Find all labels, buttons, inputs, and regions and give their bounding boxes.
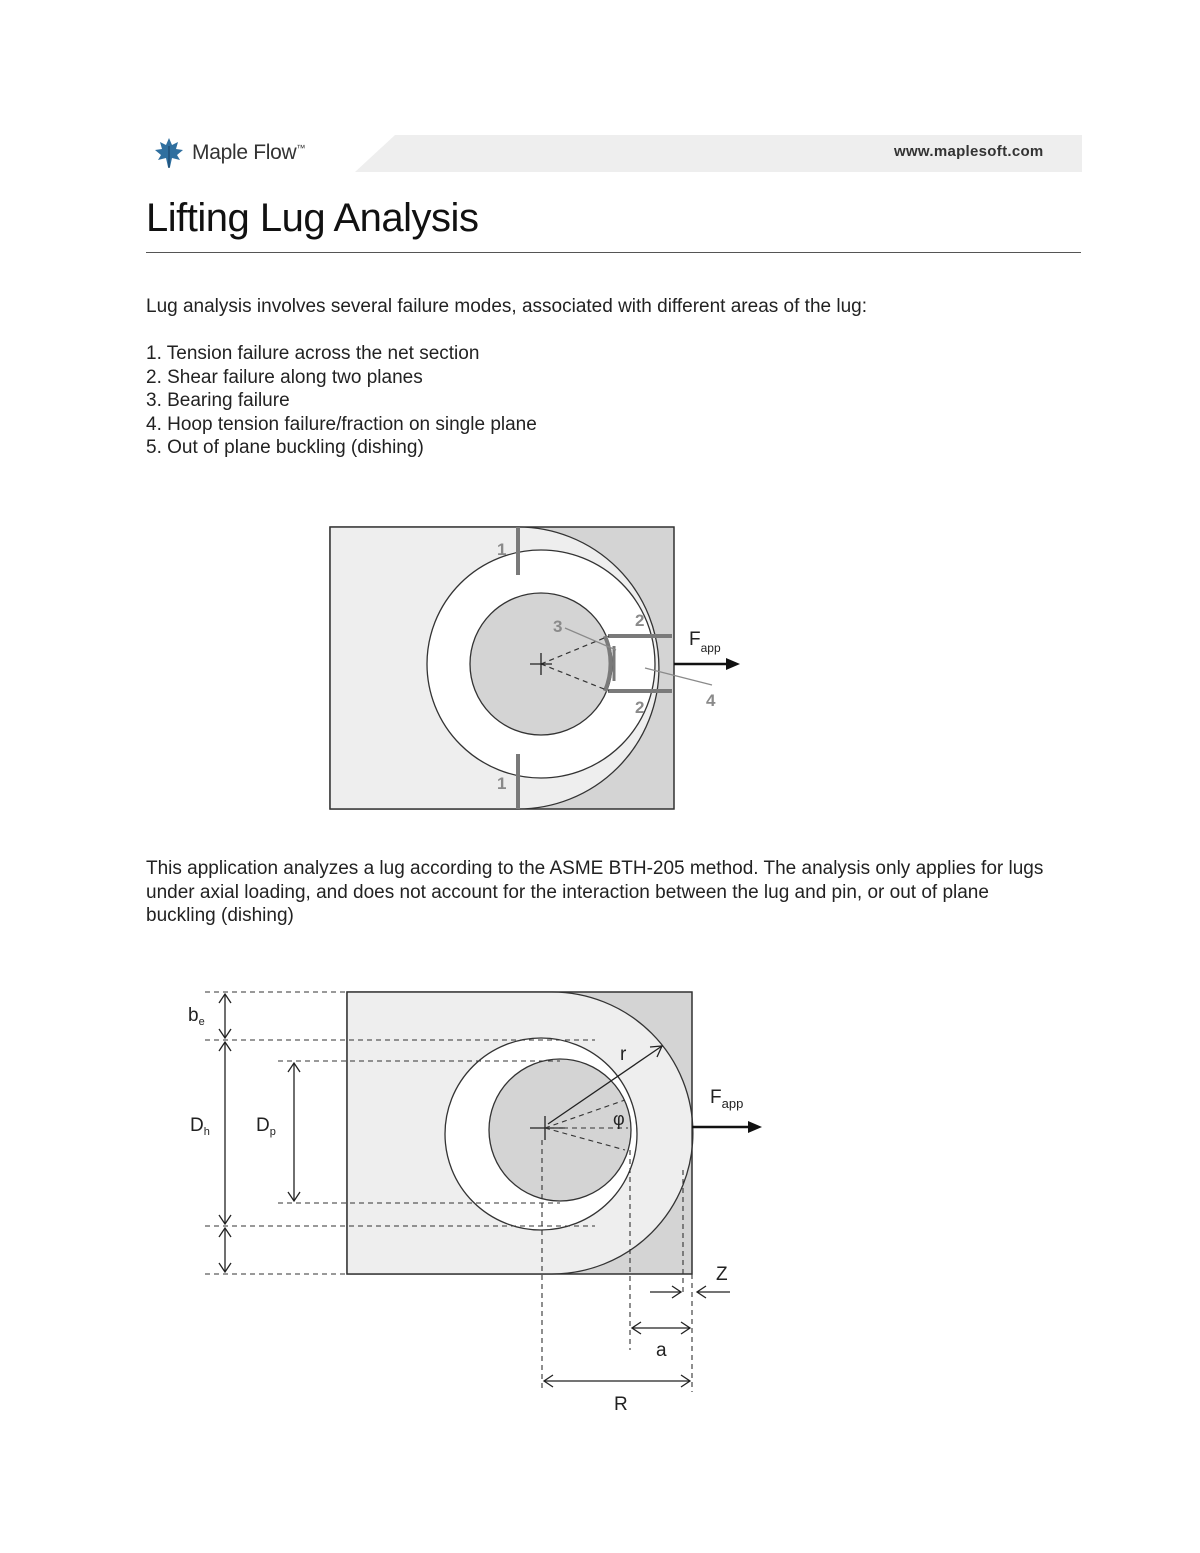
label-force: $F_{app}$ [689, 629, 721, 655]
list-item: 2. Shear failure along two planes [146, 366, 423, 388]
list-item: 5. Out of plane buckling (dishing) [146, 437, 424, 458]
label-net-bottom: 1 [497, 774, 507, 793]
label-be: $b_e$ [188, 1005, 205, 1028]
label-a: a [656, 1340, 667, 1361]
force-arrowhead [726, 658, 740, 670]
label-bearing: 3 [553, 617, 563, 636]
brand-name: Maple Flow™ [192, 141, 306, 164]
list-item: 3. Bearing failure [146, 390, 290, 411]
title-divider [146, 252, 1081, 253]
page-title: Lifting Lug Analysis [146, 196, 479, 240]
intro-text: Lug analysis involves several failure modes, associated with different areas of the lug: [146, 296, 867, 317]
label-z: Z [716, 1264, 728, 1285]
label-hoop: 4 [706, 691, 716, 710]
label-phi: φ [613, 1109, 625, 1129]
failure-modes-figure [320, 520, 750, 820]
list-item: 4. Hoop tension failure/fraction on single plane [146, 413, 537, 435]
label-R: R [614, 1394, 628, 1415]
pin [489, 1059, 631, 1201]
force-arrowhead [748, 1121, 762, 1133]
maple-flow-logo[interactable] [152, 133, 305, 173]
label-force: $F_{app}$ [710, 1087, 744, 1111]
failure-mode-list [146, 342, 537, 460]
method-paragraph: This application analyzes a lug according to the ASME BTH-205 method. The analysis only applies for lugs under axial loading, and does not account for the interaction between the lug and pin, or out of plane buckling (dishing) [146, 858, 1044, 926]
label-dp: $D_p$ [256, 1115, 276, 1138]
list-item: 1. Tension failure across the net section [146, 343, 480, 364]
label-shear-bottom: 2 [635, 698, 645, 717]
maple-leaf-icon [152, 136, 186, 170]
label-dh: $D_h$ [190, 1115, 210, 1138]
label-shear-top: 2 [635, 611, 645, 630]
dimensions-figure [180, 980, 780, 1420]
label-r: r [620, 1044, 627, 1065]
website-url[interactable]: www.maplesoft.com [894, 143, 1044, 160]
label-net-top: 1 [497, 540, 507, 559]
